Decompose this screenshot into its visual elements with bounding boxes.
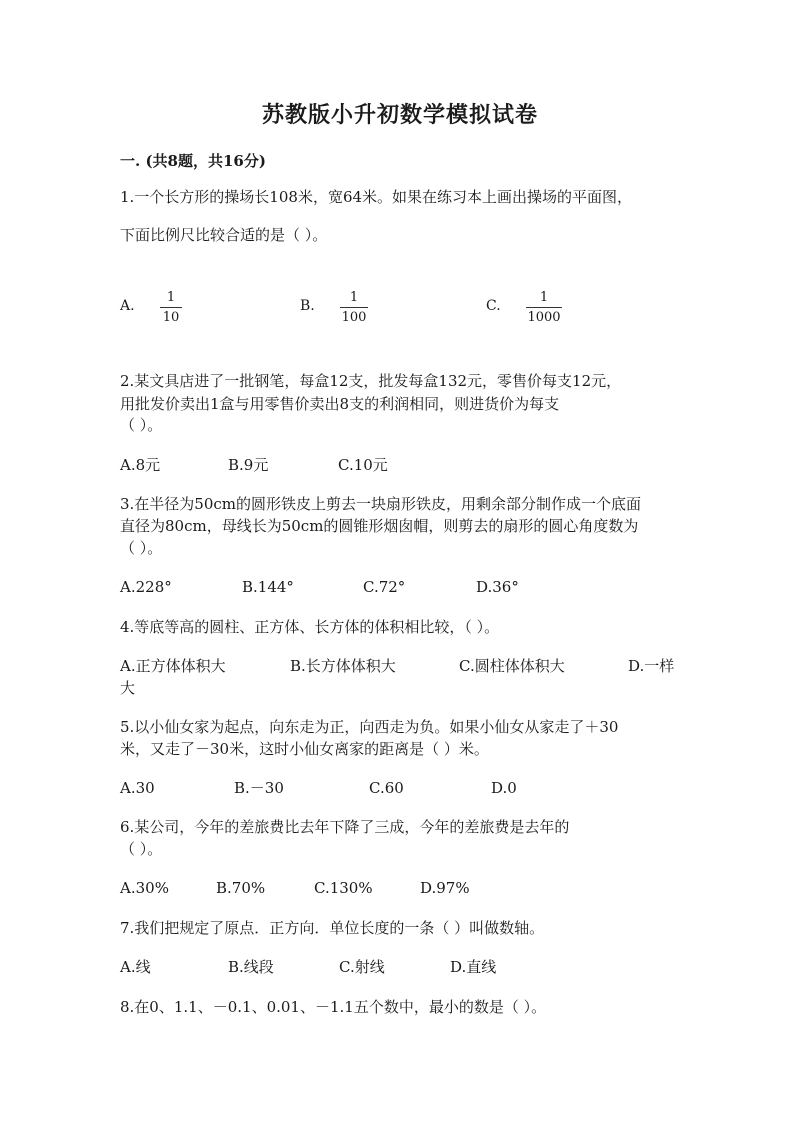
question-3-line-3: （ ）。 bbox=[120, 539, 163, 557]
question-3-option-b: B.144° bbox=[242, 578, 294, 596]
option-c-denominator: 1000 bbox=[527, 310, 561, 325]
question-6-option-a: A.30% bbox=[120, 879, 169, 897]
question-3-option-a: A.228° bbox=[120, 578, 172, 596]
question-1-line-2: 下面比例尺比较合适的是（ ）。 bbox=[120, 226, 328, 244]
option-c-label: C. bbox=[486, 298, 501, 314]
question-3-option-c: C.72° bbox=[363, 578, 406, 596]
option-b-denominator: 100 bbox=[341, 310, 367, 325]
section-heading: 一. (共8题，共16分) bbox=[120, 152, 266, 170]
question-4-option-b: B.长方体体积大 bbox=[290, 657, 396, 675]
question-1-line-1: 1.一个长方形的操场长108米，宽64米。如果在练习本上画出操场的平面图， bbox=[120, 188, 633, 206]
option-a-denominator: 10 bbox=[162, 310, 180, 325]
option-b-label: B. bbox=[300, 298, 315, 314]
option-b-numerator: 1 bbox=[349, 290, 359, 305]
question-6-option-b: B.70% bbox=[216, 879, 266, 897]
option-c-fraction bbox=[526, 290, 562, 325]
question-3-option-d: D.36° bbox=[476, 578, 519, 596]
question-5-line-1: 5.以小仙女家为起点，向东走为正，向西走为负。如果小仙女从家走了＋30 bbox=[120, 718, 619, 736]
question-6-option-d: D.97% bbox=[420, 879, 470, 897]
option-c-numerator: 1 bbox=[539, 290, 549, 305]
question-7-line-1: 7.我们把规定了原点．正方向．单位长度的一条（ ）叫做数轴。 bbox=[120, 919, 545, 937]
question-7-option-a: A.线 bbox=[120, 958, 151, 976]
question-2-option-c: C.10元 bbox=[338, 456, 388, 474]
option-a-fraction bbox=[160, 290, 182, 325]
option-b-fraction bbox=[340, 290, 368, 325]
question-6-line-1: 6.某公司，今年的差旅费比去年下降了三成，今年的差旅费是去年的 bbox=[120, 818, 570, 836]
question-1-option-a bbox=[120, 290, 200, 330]
question-7-option-b: B.线段 bbox=[228, 958, 274, 976]
question-5-option-c: C.60 bbox=[369, 779, 404, 797]
question-2-line-3: （ ）。 bbox=[120, 416, 163, 434]
option-a-label: A. bbox=[120, 298, 135, 314]
question-8-line-1: 8.在0、1.1、－0.1、0.01、－1.1五个数中，最小的数是（ ）。 bbox=[120, 998, 547, 1016]
page-title: 苏教版小升初数学模拟试卷 bbox=[261, 102, 538, 128]
question-2-option-a: A.8元 bbox=[120, 456, 161, 474]
question-5-option-b: B.－30 bbox=[234, 779, 284, 797]
question-6-line-2: （ ）。 bbox=[120, 840, 163, 858]
question-2-line-2: 用批发价卖出1盒与用零售价卖出8支的利润相同，则进货价为每支 bbox=[120, 395, 560, 413]
question-7-option-d: D.直线 bbox=[450, 958, 497, 976]
question-4-option-a: A.正方体体积大 bbox=[120, 657, 226, 675]
question-5-option-d: D.0 bbox=[491, 779, 517, 797]
question-4-line-1: 4.等底等高的圆柱、正方体、长方体的体积相比较，（ ）。 bbox=[120, 618, 500, 636]
question-2-line-1: 2.某文具店进了一批钢笔，每盒12支，批发每盒132元，零售价每支12元， bbox=[120, 372, 622, 390]
question-7-option-c: C.射线 bbox=[339, 958, 385, 976]
question-4-option-c: C.圆柱体体积大 bbox=[459, 657, 565, 675]
question-3-line-1: 3.在半径为50cm的圆形铁皮上剪去一块扇形铁皮，用剩余部分制作成一个底面 bbox=[120, 495, 642, 513]
question-6-option-c: C.130% bbox=[314, 879, 373, 897]
question-4-option-d: D.一样 bbox=[628, 657, 675, 675]
question-1-option-c bbox=[486, 290, 586, 330]
question-3-line-2: 直径为80cm，母线长为50cm的圆锥形烟囱帽，则剪去的扇形的圆心角度数为 bbox=[120, 517, 639, 535]
question-2-option-b: B.9元 bbox=[228, 456, 269, 474]
question-5-line-2: 米，又走了－30米，这时小仙女离家的距离是（ ）米。 bbox=[120, 740, 489, 758]
question-1-option-b bbox=[300, 290, 390, 330]
option-a-numerator: 1 bbox=[166, 290, 176, 305]
question-4-option-d-wrap: 大 bbox=[120, 679, 136, 697]
question-5-option-a: A.30 bbox=[120, 779, 155, 797]
